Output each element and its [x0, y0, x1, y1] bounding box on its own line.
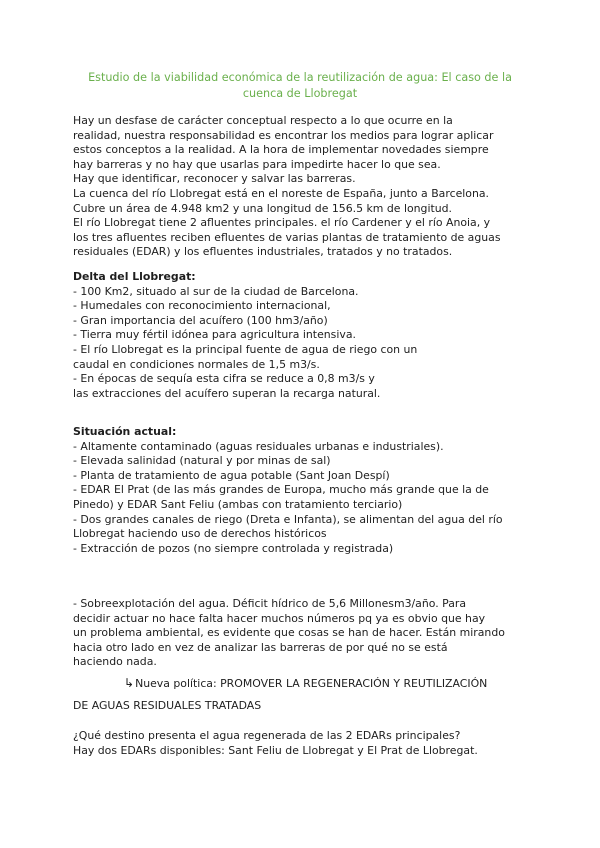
text-line: realidad, nuestra responsabilidad es encontrar los medios para lograr aplicar: [73, 128, 494, 142]
sobreexplotacion-paragraph: [73, 597, 533, 670]
situacion-section: [73, 425, 533, 556]
delta-section: [73, 270, 533, 401]
text-line: El río Llobregat tiene 2 afluentes principales. el río Cardener y el río Anoia, y: [73, 216, 491, 230]
text-line: Hay que identificar, reconocer y salvar las barreras.: [73, 172, 356, 186]
text-line: - 100 Km2, situado al sur de la ciudad de Barcelona.: [73, 284, 359, 298]
title-line: Estudio de la viabilidad económica de la reutilización de agua: El caso de la: [88, 71, 512, 84]
text-line: - Extracción de pozos (no siempre controlada y registrada): [73, 541, 394, 555]
policy-continuation: [73, 699, 533, 714]
text-line: haciendo nada.: [73, 655, 157, 669]
document-title: [70, 70, 530, 102]
text-line: - Dos grandes canales de riego (Dreta e Infanta), se alimentan del agua del río: [73, 512, 503, 526]
text-line: - Planta de tratamiento de agua potable (Sant Joan Despí): [73, 468, 390, 482]
text-line: un problema ambiental, es evidente que cosas se han de hacer. Están mirando: [73, 626, 505, 640]
text-line: - Gran importancia del acuífero (100 hm3/año): [73, 313, 328, 327]
return-arrow-icon: ↳: [124, 676, 135, 690]
text-line: Pinedo) y EDAR Sant Feliu (ambas con tratamiento terciario): [73, 497, 403, 511]
text-line: - El río Llobregat es la principal fuente de agua de riego con un: [73, 342, 418, 356]
text-line: - Humedales con reconocimiento internacional,: [73, 299, 331, 313]
text-line: hay barreras y no hay que usarlas para impedirte hacer lo que sea.: [73, 157, 441, 171]
text-line: Llobregat haciendo uso de derechos históricos: [73, 527, 327, 541]
text-line: Cubre un área de 4.948 km2 y una longitud de 156.5 km de longitud.: [73, 201, 453, 215]
text-line: caudal en condiciones normales de 1,5 m3/s.: [73, 357, 320, 371]
policy-line: [124, 676, 487, 690]
text-line: Hay dos EDARs disponibles: Sant Feliu de Llobregat y El Prat de Llobregat.: [73, 743, 478, 757]
text-line: ¿Qué destino presenta el agua regenerada de las 2 EDARs principales?: [73, 729, 461, 742]
policy-text: Nueva política: PROMOVER LA REGENERACIÓN Y REUTILIZACIÓN: [135, 677, 488, 690]
text-line: los tres afluentes reciben efluentes de varias plantas de tratamiento de aguas: [73, 230, 501, 244]
text-line: - Sobreexplotación del agua. Déficit hídrico de 5,6 Millonesm3/año. Para: [73, 597, 467, 610]
text-line: La cuenca del río Llobregat está en el noreste de España, junto a Barcelona.: [73, 186, 489, 200]
text-line: - Tierra muy fértil idónea para agricultura intensiva.: [73, 328, 356, 342]
text-line: Hay un desfase de carácter conceptual respecto a lo que ocurre en la: [73, 114, 453, 127]
title-line: cuenca de Llobregat: [242, 87, 358, 100]
text-line: las extracciones del acuífero superan la recarga natural.: [73, 386, 381, 400]
text-line: DE AGUAS RESIDUALES TRATADAS: [73, 699, 262, 712]
intro-paragraph: [73, 114, 533, 260]
question-paragraph: [73, 729, 533, 758]
text-line: estos conceptos a la realidad. A la hora de implementar novedades siempre: [73, 143, 489, 157]
text-line: decidir actuar no hace falta hacer muchos números pq ya es obvio que hay: [73, 611, 486, 625]
text-line: - EDAR El Prat (de las más grandes de Europa, mucho más grande que la de: [73, 483, 489, 497]
text-line: - Altamente contaminado (aguas residuales urbanas e industriales).: [73, 439, 444, 453]
section-heading: Delta del Llobregat:: [73, 270, 196, 283]
text-line: residuales (EDAR) y los efluentes industriales, tratados y no tratados.: [73, 245, 453, 259]
text-line: hacia otro lado en vez de analizar las barreras de por qué no se está: [73, 640, 448, 654]
text-line: - Elevada salinidad (natural y por minas de sal): [73, 454, 331, 468]
text-line: - En épocas de sequía esta cifra se reduce a 0,8 m3/s y: [73, 372, 375, 386]
section-heading: Situación actual:: [73, 425, 177, 438]
